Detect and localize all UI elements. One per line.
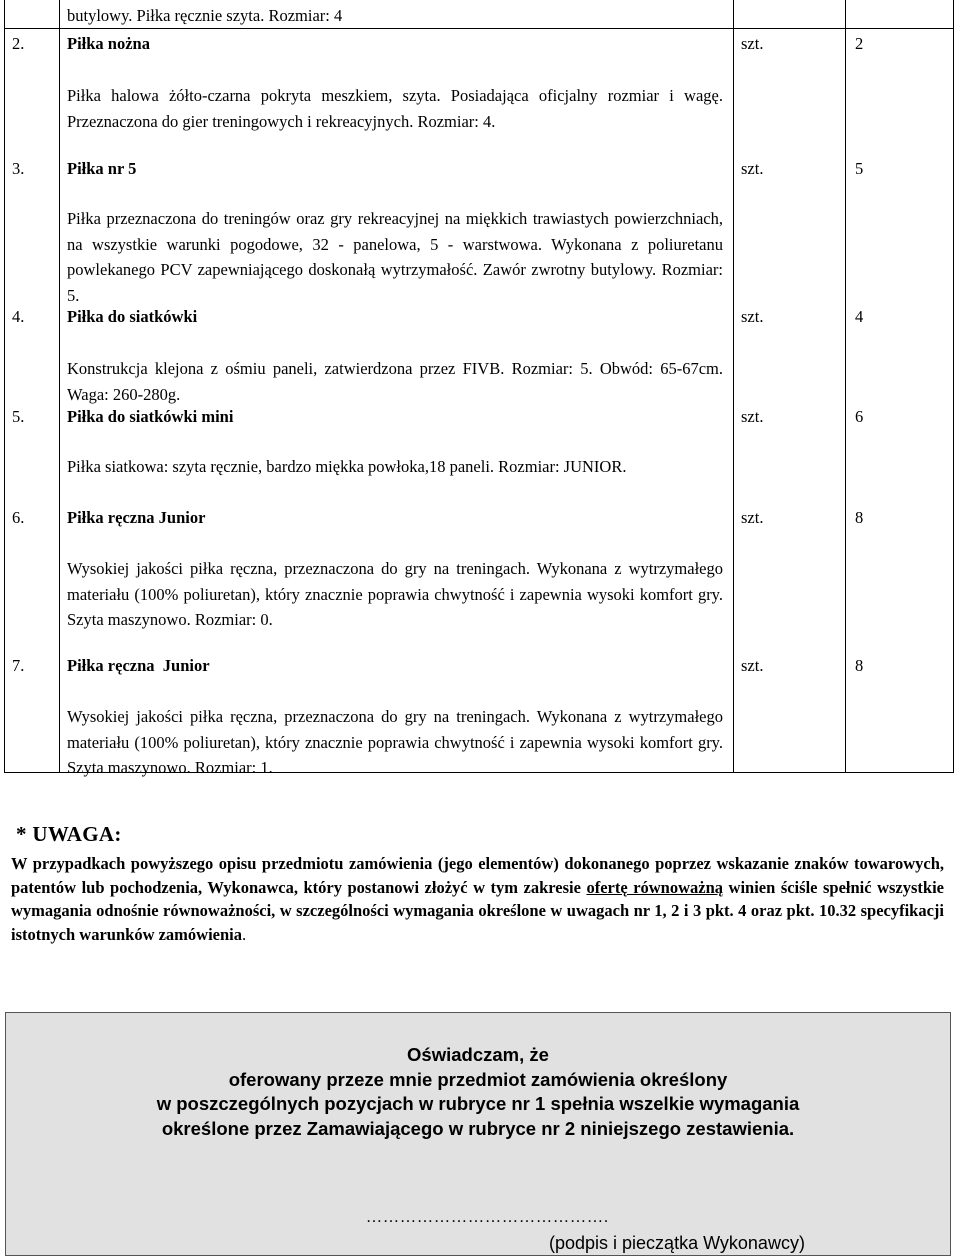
note-title: * UWAGA: bbox=[16, 822, 122, 846]
note-text-part1: W przypadkach powyższego opisu przedmiotu zamówienia (jego elementów) dokonanego poprzez wskazanie znaków towarowych, patentów lub pochodzenia, Wykonawca, który postanowi złożyć w tym zakresie bbox=[11, 854, 944, 897]
table-row-line bbox=[4, 28, 954, 29]
table-divider-desc bbox=[733, 0, 734, 773]
declaration-line: oferowany przeze mnie przedmiot zamówienia określony bbox=[228, 1068, 728, 1090]
item-number: 7. bbox=[12, 656, 25, 675]
table-border-left bbox=[4, 0, 5, 773]
item-number: 2. bbox=[12, 34, 25, 53]
item-unit: szt. bbox=[741, 159, 764, 178]
item-description: Wysokiej jakości piłka ręczna, przeznaczona do gry na treningach. Wykonana z wytrzymałego materiału (100% poliuretan), który znacznie poprawia chwytność i zapewnia wysoki komfort gry. Szyta maszynowo. Rozmiar: 0. bbox=[67, 559, 723, 629]
item-number: 3. bbox=[12, 159, 25, 178]
signature-label: (podpis i pieczątka Wykonawcy) bbox=[549, 1233, 805, 1253]
item-description: Wysokiej jakości piłka ręczna, przeznaczona do gry na treningach. Wykonana z wytrzymałego materiału (100% poliuretan), który znacznie poprawia chwytność i zapewnia wysoki komfort gry. Szyta maszynowo. Rozmiar: 1. bbox=[67, 707, 723, 777]
item-unit: szt. bbox=[741, 34, 764, 53]
signature-line: ……………………………………. bbox=[366, 1209, 609, 1226]
declaration-line: określone przez Zamawiającego w rubryce nr 2 niniejszego zestawienia. bbox=[161, 1117, 795, 1139]
declaration-line: Oświadczam, że bbox=[407, 1044, 549, 1065]
table-divider-unit bbox=[845, 0, 846, 773]
item-name: Piłka ręczna Junior bbox=[67, 656, 210, 675]
declaration-box bbox=[5, 1012, 951, 1256]
item-description: Piłka halowa żółto-czarna pokryta meszkiem, szyta. Posiadająca oficjalny rozmiar i wagę. Przeznaczona do gier treningowych i rekreacyjnych. Rozmiar: 4. bbox=[67, 86, 723, 131]
item-name: Piłka ręczna Junior bbox=[67, 508, 206, 527]
item-number: 6. bbox=[12, 508, 25, 527]
item-qty: 5 bbox=[855, 159, 864, 178]
item-description: Piłka siatkowa: szyta ręcznie, bardzo miękka powłoka,18 paneli. Rozmiar: JUNIOR. bbox=[67, 457, 627, 476]
declaration-text bbox=[6, 1043, 950, 1141]
item-qty: 8 bbox=[855, 656, 864, 675]
item-unit: szt. bbox=[741, 508, 764, 527]
item-name: Piłka do siatkówki bbox=[67, 307, 198, 326]
note-body bbox=[11, 852, 944, 946]
note-text-part2: winien ściśle spełnić wszystkie wymagania odnośnie równoważności, w szczególności wymagania określone w uwagach nr 1, 2 i 3 pkt. 4 oraz pkt. 10.32 specyfikacji istotnych warunków zamówienia bbox=[11, 877, 944, 944]
item-qty: 8 bbox=[855, 508, 864, 527]
item-qty: 4 bbox=[855, 307, 864, 326]
table-border-right bbox=[953, 0, 954, 773]
item-name: Piłka nożna bbox=[67, 34, 150, 53]
item-unit: szt. bbox=[741, 656, 764, 675]
declaration-line: w poszczególnych pozycjach w rubryce nr 1 spełnia wszelkie wymagania bbox=[156, 1093, 800, 1114]
table-divider-lp bbox=[59, 0, 60, 773]
item-unit: szt. bbox=[741, 307, 764, 326]
item-description: Piłka przeznaczona do treningów oraz gry rekreacyjnej na miękkich trawiastych powierzchniach, na wszystkie warunki pogodowe, 32 - panelowa, 5 - warstwowa. Wykonana z poliuretanu powlekanego PCV zapewniającego doskonałą wytrzymałość. Zawór zwrotny butylowy. Rozmiar: 5. bbox=[67, 209, 723, 305]
note-underlined-text: ofertę równoważną bbox=[586, 877, 724, 897]
item-qty: 6 bbox=[855, 407, 864, 426]
item-number: 4. bbox=[12, 307, 25, 326]
item-number: 5. bbox=[12, 407, 25, 426]
item-qty: 2 bbox=[855, 34, 864, 53]
item-unit: szt. bbox=[741, 407, 764, 426]
item-name: Piłka nr 5 bbox=[67, 159, 137, 178]
top-fragment-text: butylowy. Piłka ręcznie szyta. Rozmiar: 4 bbox=[67, 6, 343, 25]
item-name: Piłka do siatkówki mini bbox=[67, 407, 234, 426]
item-description: Konstrukcja klejona z ośmiu paneli, zatwierdzona przez FIVB. Rozmiar: 5. Obwód: 65-67cm. Waga: 260-280g. bbox=[67, 359, 723, 404]
note-end-period: . bbox=[242, 924, 247, 944]
